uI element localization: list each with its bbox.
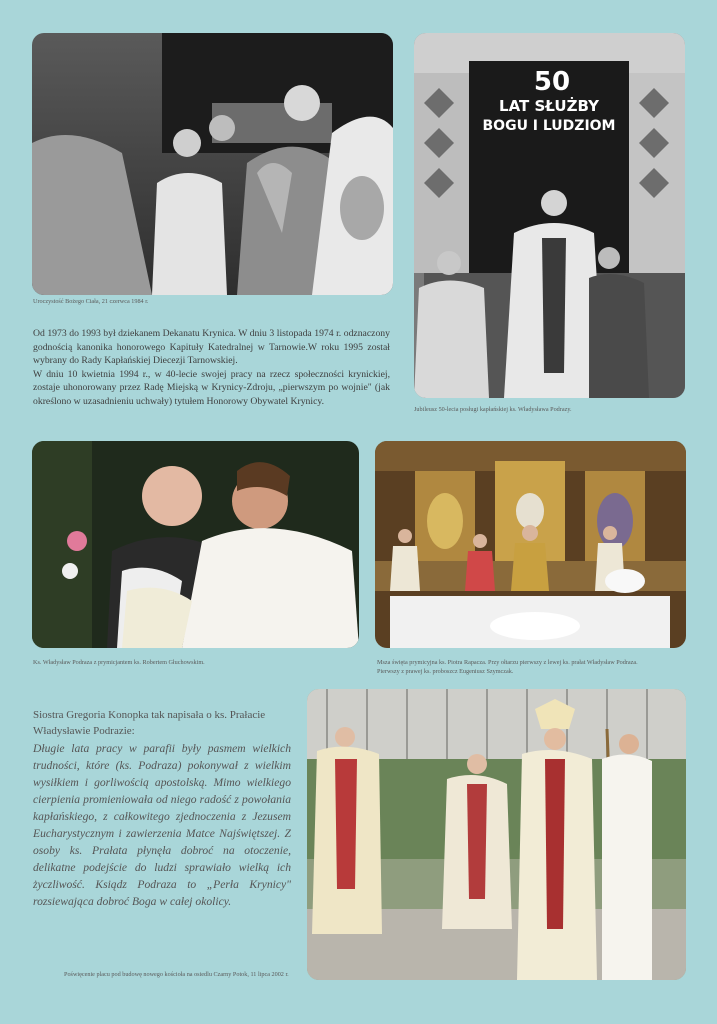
photo-jubilee	[414, 33, 685, 398]
photo-caption: Msza święta prymicyjna ks. Piotra Rapacza. Przy ołtarzu pierwszy z lewej ks. prałat Władysław Podraza.	[377, 659, 638, 666]
photo-corpus-christi	[32, 33, 393, 295]
photo-first-mass	[375, 441, 686, 648]
photo-consecration	[307, 689, 686, 980]
photo-neopresbyter	[32, 441, 359, 648]
jubilee-banner-line1: LAT SŁUŻBY	[499, 97, 599, 115]
bio-paragraph: W dniu 10 kwietnia 1994 r., w 40-lecie swojej pracy na rzecz społeczności krynickiej, zostaje uhonorowany przez Radę Miejską w Krynicy-Zdroju, „pierwszym po wojnie" (jak określono w uzasadnieniu uchwały) tytułem Honorowy Obywatel Krynicy.	[33, 368, 390, 407]
testimony-quote: Długie lata pracy w parafii były pasmem wielkich trudności, które (ks. Podraza) pokonywał z wielkim wysiłkiem i gorliwością apostolską. Mimo wielkiego cierpienia promieniowała od niego radość z powołania kapłańskiego, z całkowitego zjednoczenia z Jezusem Eucharystycznym i zawierzenia Matce Najświętszej. Z osoby ks. Prałata płynęła dobroć na otoczenie, delikatne podejście do ludzi sprawiało wielką ich życzliwość. Ksiądz Podraza to „Perła Krynicy" rozsiewająca dobroć Boga w całej okolicy.	[33, 742, 291, 908]
photo-caption: Uroczystość Bożego Ciała, 21 czerwca 1984 r.	[33, 298, 149, 305]
testimony-intro: Siostra Gregoria Konopka tak napisała o ks. Prałacie Władysławie Podrazie:	[33, 709, 266, 737]
photo-caption: Poświęcenie placu pod budowę nowego kościoła na osiedlu Czarny Potok, 11 lipca 2002 r.	[64, 971, 289, 978]
jubilee-banner-number: 50	[533, 67, 571, 97]
photo-caption: Pierwszy z prawej ks. proboszcz Eugeniusz Szymczak.	[377, 668, 514, 675]
photo-caption: Ks. Władysław Podraza z prymicjantem ks. Robertem Głuchowskim.	[33, 659, 205, 666]
bio-paragraph: Od 1973 do 1993 był dziekanem Dekanatu Krynica. W dniu 3 listopada 1974 r. odznaczony godnością kanonika honorowego Kapituły Katedralnej w Tarnowie.W roku 1995 został wybrany do Rady Kapłańskiej Diecezji Tarnowskiej.	[33, 328, 390, 367]
jubilee-banner-line2: BOGU I LUDZIOM	[482, 118, 616, 134]
bio-text	[33, 327, 390, 409]
photo-caption: Jubileusz 50-lecia posługi kapłańskiej ks. Władysława Podrazy.	[414, 406, 572, 413]
